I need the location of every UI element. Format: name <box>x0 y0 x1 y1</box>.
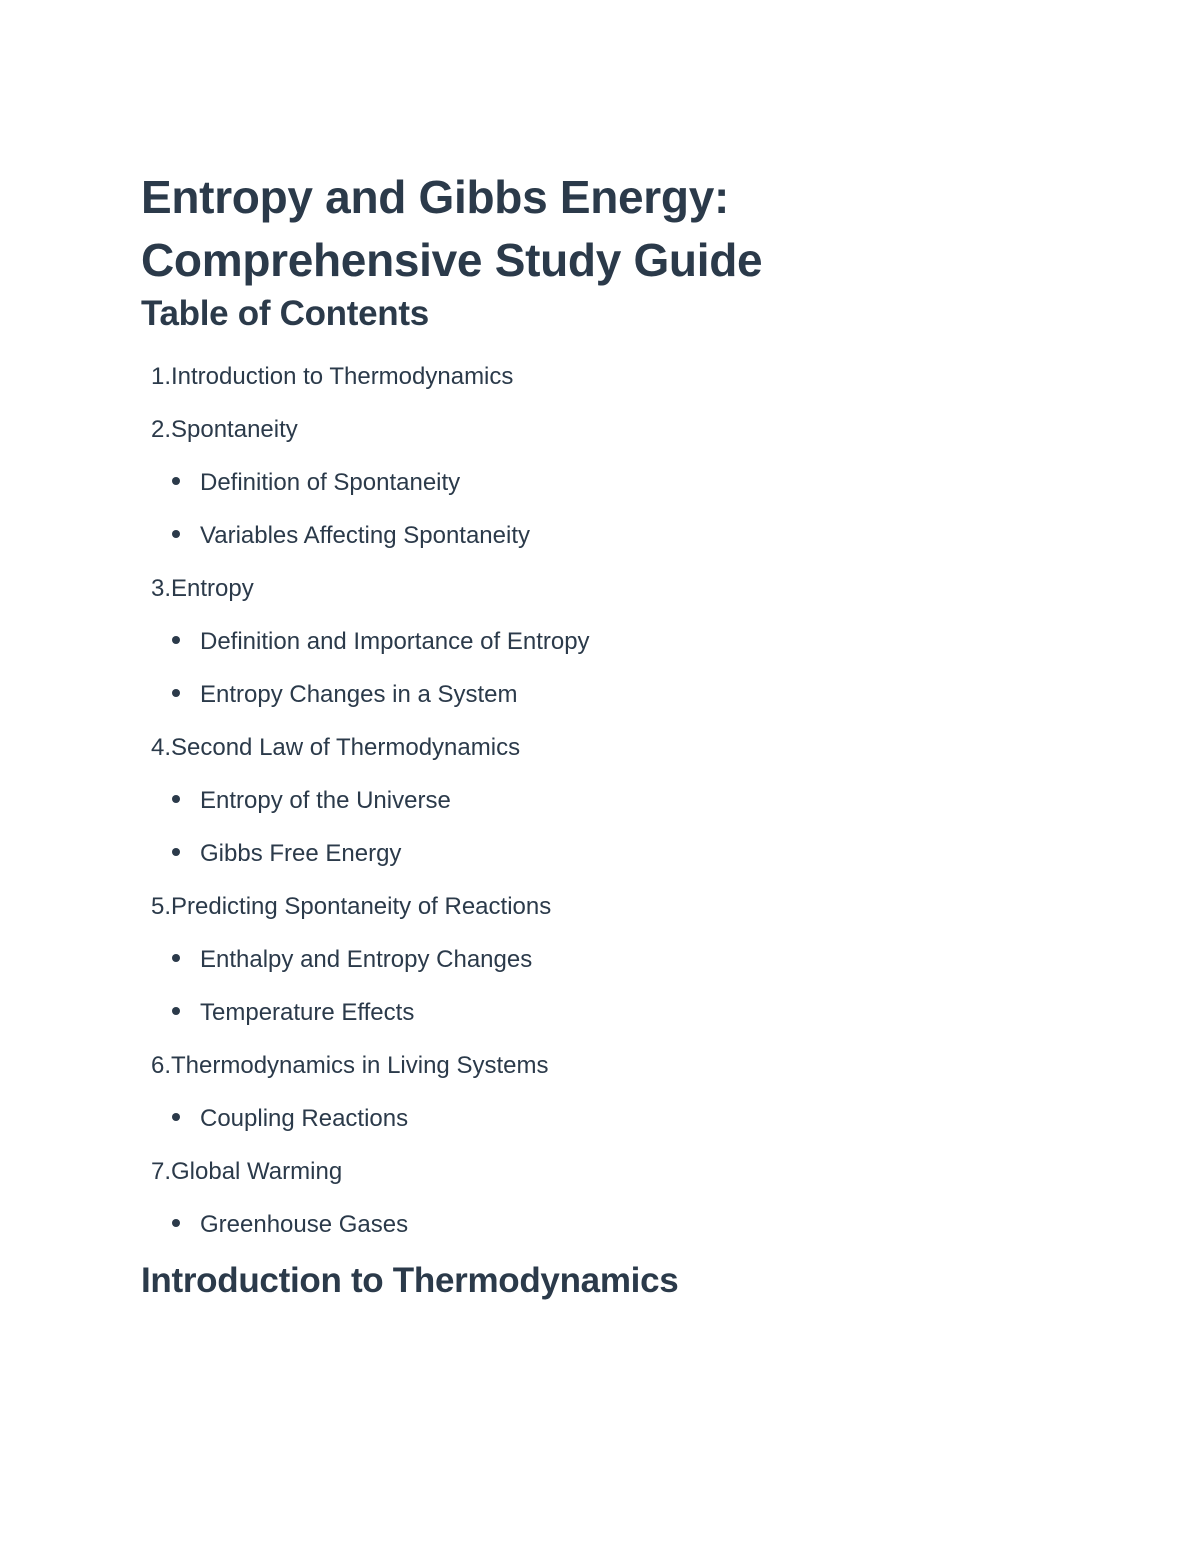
toc-entry[interactable] <box>141 358 1041 411</box>
bullet-icon <box>172 477 180 485</box>
toc-label: Predicting Spontaneity of Reactions <box>171 893 552 920</box>
toc-subitem[interactable] <box>141 782 1041 835</box>
toc-label: Spontaneity <box>171 416 298 443</box>
toc-label: Thermodynamics in Living Systems <box>171 1052 549 1079</box>
toc-subitem-label: Definition and Importance of Entropy <box>200 628 590 655</box>
toc-entry[interactable] <box>141 1047 1041 1100</box>
toc-subitem-label: Enthalpy and Entropy Changes <box>200 946 533 973</box>
toc-item-1 <box>141 358 1041 411</box>
bullet-icon <box>172 1219 180 1227</box>
document-content <box>141 166 1041 1303</box>
toc-subitem-label: Gibbs Free Energy <box>200 840 402 867</box>
toc-entry[interactable] <box>141 570 1041 623</box>
toc-item-2 <box>141 411 1041 570</box>
bullet-icon <box>172 795 180 803</box>
toc-sublist <box>141 623 1041 729</box>
toc-number: 6. <box>150 1052 171 1079</box>
toc-subitem[interactable] <box>141 835 1041 888</box>
toc-label: Global Warming <box>171 1158 343 1185</box>
page-title <box>141 166 1041 292</box>
toc-entry[interactable] <box>141 1153 1041 1206</box>
toc-subitem-label: Coupling Reactions <box>200 1105 409 1132</box>
toc-label: Second Law of Thermodynamics <box>171 734 521 761</box>
toc-label: Entropy <box>171 575 254 602</box>
toc-sublist <box>141 1206 1041 1259</box>
bullet-icon <box>172 689 180 697</box>
toc-item-6 <box>141 1047 1041 1153</box>
toc-number: 4. <box>150 734 171 761</box>
toc-number: 1. <box>150 363 171 390</box>
bullet-icon <box>172 1007 180 1015</box>
toc-heading: Table of Contents <box>141 294 429 333</box>
toc-number: 3. <box>150 575 171 602</box>
section-heading-introduction: Introduction to Thermodynamics <box>141 1261 679 1300</box>
toc-subitem[interactable] <box>141 994 1041 1047</box>
toc-subitem-label: Entropy Changes in a System <box>200 681 518 708</box>
toc-subitem-label: Greenhouse Gases <box>200 1211 409 1238</box>
toc-subitem[interactable] <box>141 1100 1041 1153</box>
toc-subitem-label: Entropy of the Universe <box>200 787 451 814</box>
toc-item-4 <box>141 729 1041 888</box>
toc-sublist <box>141 464 1041 570</box>
toc-item-3 <box>141 570 1041 729</box>
toc-subitem[interactable] <box>141 623 1041 676</box>
toc-label: Introduction to Thermodynamics <box>171 363 514 390</box>
toc-subitem-label: Variables Affecting Spontaneity <box>200 522 530 549</box>
page-title-line-2: Comprehensive Study Guide <box>141 234 763 286</box>
toc-subitem-label: Temperature Effects <box>200 999 415 1026</box>
toc-sublist <box>141 1100 1041 1153</box>
toc-subitem[interactable] <box>141 1206 1041 1259</box>
bullet-icon <box>172 954 180 962</box>
toc-sublist <box>141 941 1041 1047</box>
toc-entry[interactable] <box>141 888 1041 941</box>
bullet-icon <box>172 1113 180 1121</box>
toc-item-7 <box>141 1153 1041 1259</box>
toc-item-5 <box>141 888 1041 1047</box>
toc-subitem[interactable] <box>141 464 1041 517</box>
toc-subitem[interactable] <box>141 941 1041 994</box>
page-title-line-1: Entropy and Gibbs Energy: <box>141 171 730 223</box>
bullet-icon <box>172 636 180 644</box>
toc-sublist <box>141 782 1041 888</box>
toc-number: 7. <box>150 1158 171 1185</box>
toc-number: 5. <box>150 893 171 920</box>
toc-subitem[interactable] <box>141 517 1041 570</box>
toc-subitem-label: Definition of Spontaneity <box>200 469 461 496</box>
toc-subitem[interactable] <box>141 676 1041 729</box>
bullet-icon <box>172 848 180 856</box>
toc-number: 2. <box>150 416 171 443</box>
bullet-icon <box>172 530 180 538</box>
toc-entry[interactable] <box>141 729 1041 782</box>
toc-entry[interactable] <box>141 411 1041 464</box>
table-of-contents <box>141 358 1041 1259</box>
